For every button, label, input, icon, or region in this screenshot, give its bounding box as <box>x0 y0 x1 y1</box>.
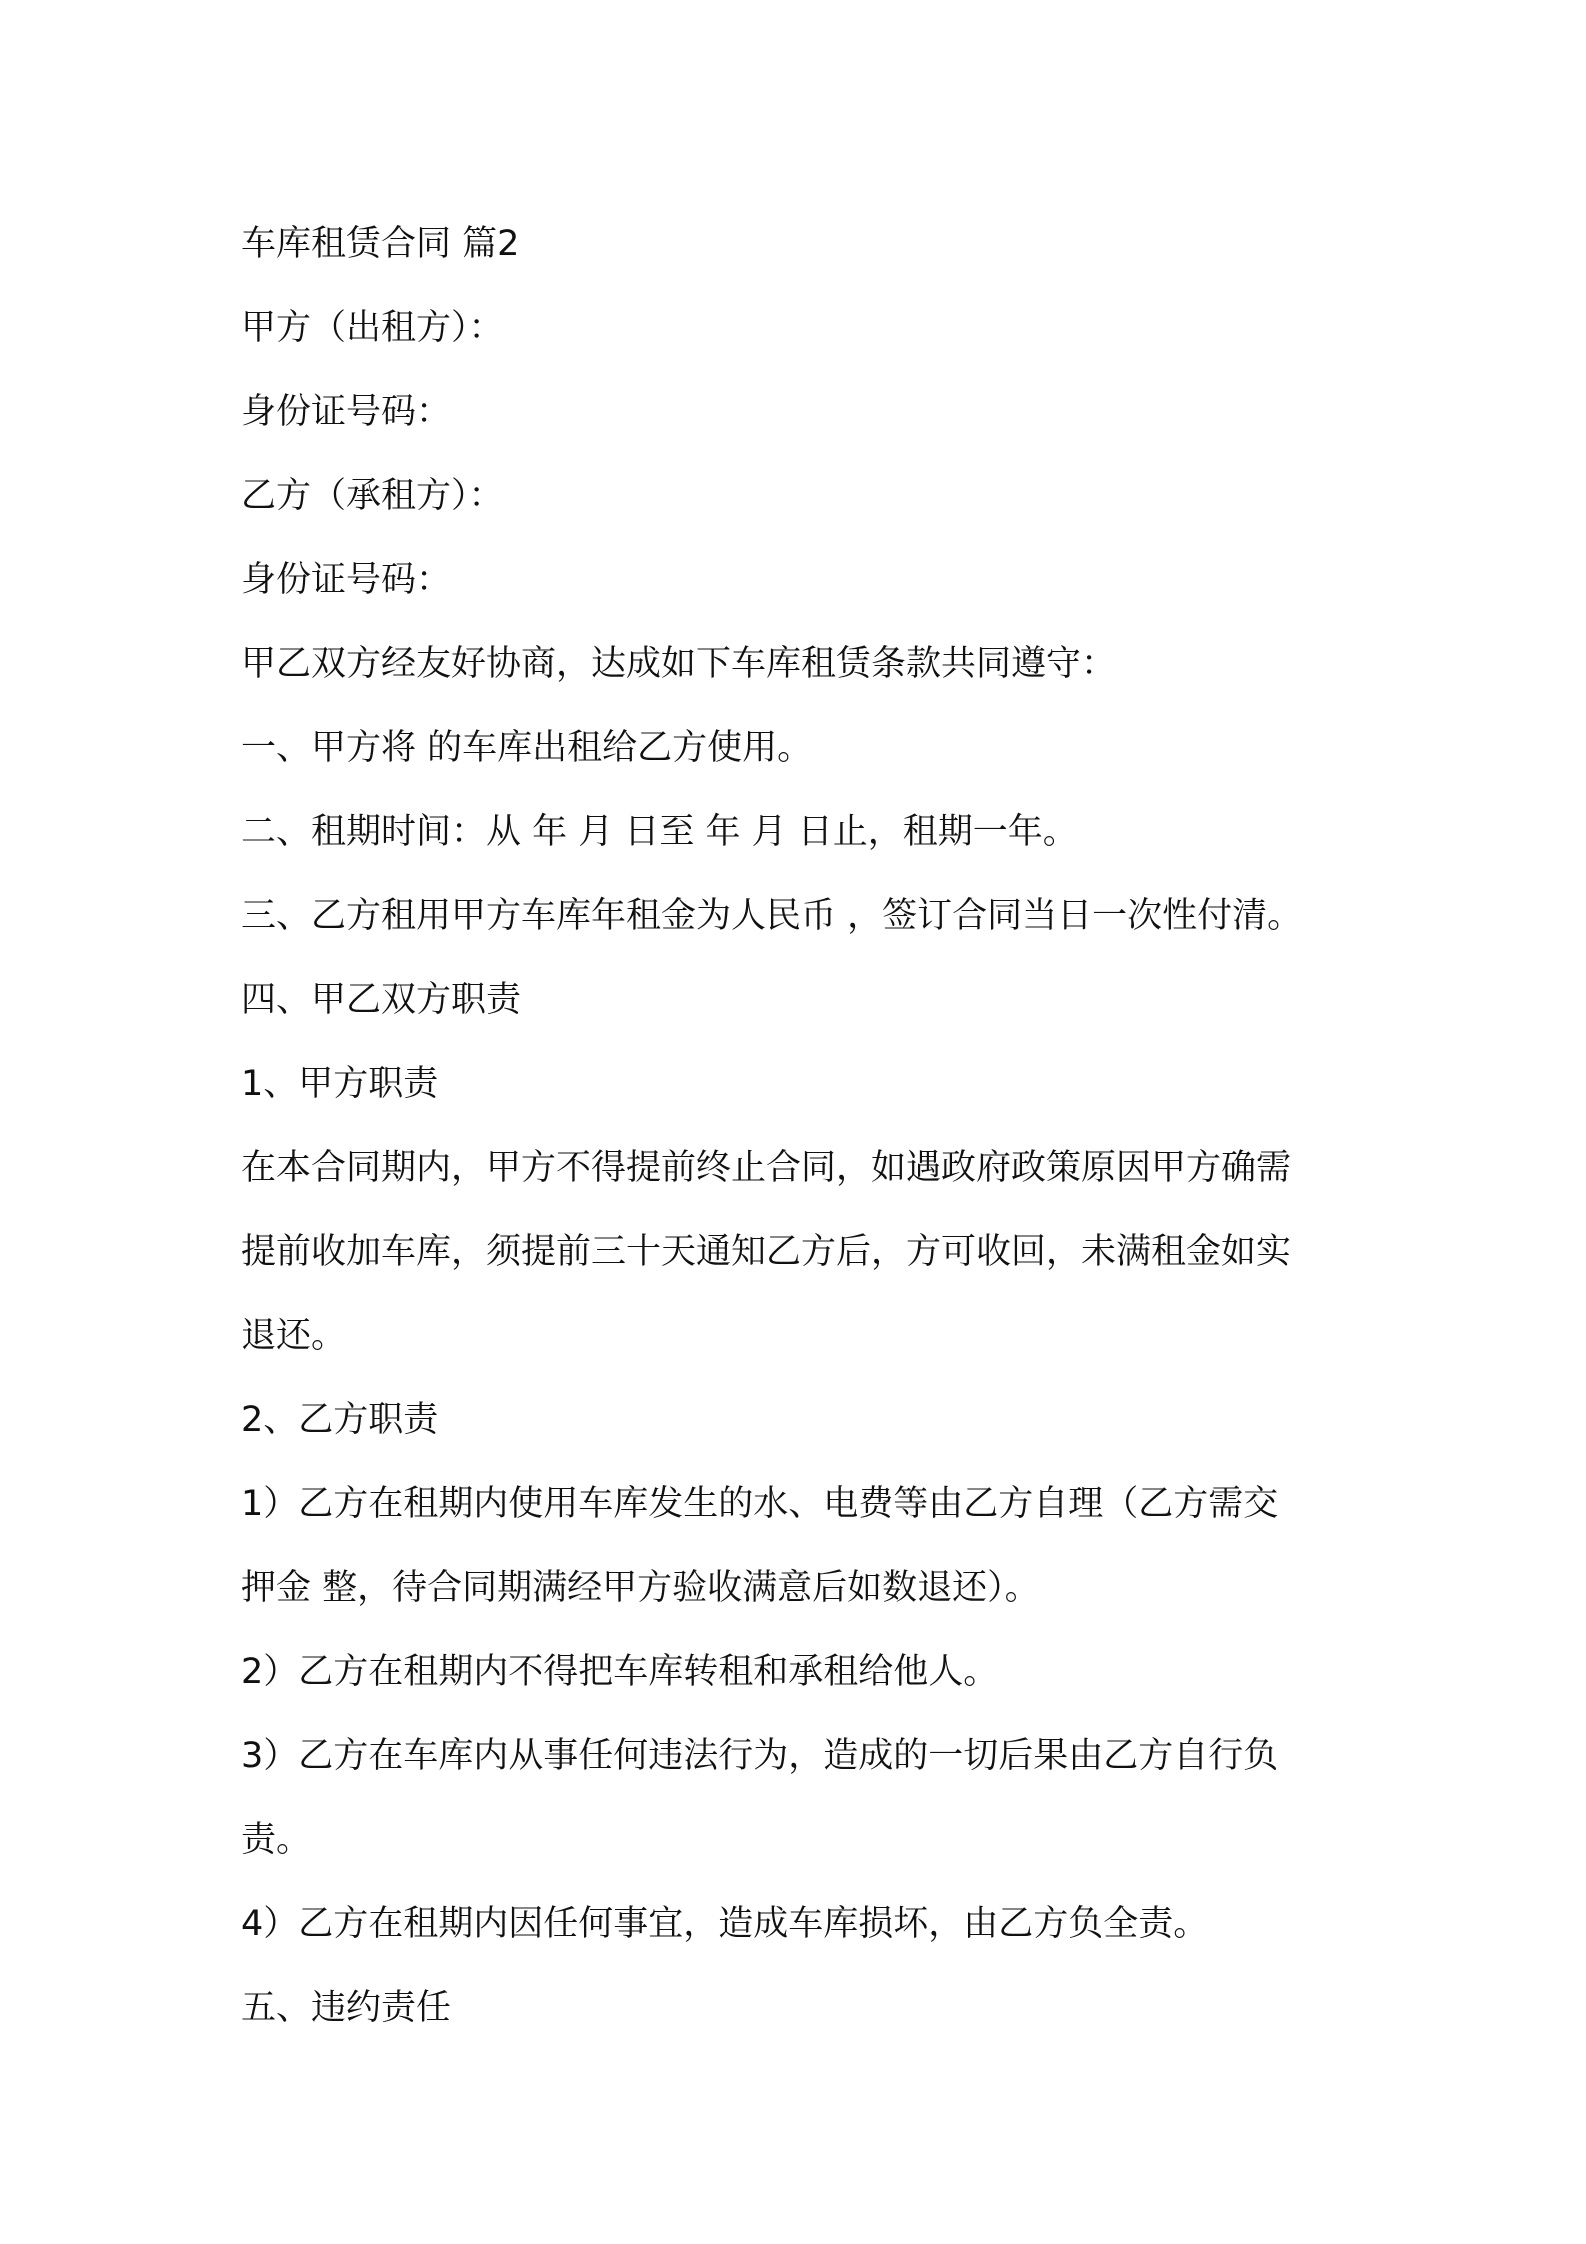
party-b-duty-2-line: 2）乙方在租期内不得把车库转租和承租给他人。 <box>241 1652 999 1692</box>
party-b-id-line: 身份证号码： <box>241 560 452 600</box>
clause-2-line: 二、租期时间：从 年 月 日至 年 月 日止，租期一年。 <box>241 812 1078 852</box>
party-a-duties-line-2: 提前收加车库，须提前三十天通知乙方后，方可收回，未满租金如实 <box>241 1232 1292 1272</box>
party-a-id-line: 身份证号码： <box>241 392 452 432</box>
clause-5-heading: 五、违约责任 <box>241 1988 452 2028</box>
clause-1-line: 一、甲方将 的车库出租给乙方使用。 <box>241 728 813 768</box>
party-b-line: 乙方（承租方）： <box>241 476 504 516</box>
party-a-duties-heading: 1、甲方职责 <box>241 1064 439 1104</box>
party-b-duty-3-line-2: 责。 <box>241 1820 312 1860</box>
clause-3-line: 三、乙方租用甲方车库年租金为人民币 ，签订合同当日一次性付清。 <box>241 896 1303 936</box>
party-a-line: 甲方（出租方）： <box>241 308 504 348</box>
preamble-line: 甲乙双方经友好协商，达成如下车库租赁条款共同遵守： <box>241 644 1117 684</box>
party-b-duty-1-line-1: 1）乙方在租期内使用车库发生的水、电费等由乙方自理（乙方需交 <box>241 1484 1279 1524</box>
party-a-duties-line-1: 在本合同期内，甲方不得提前终止合同，如遇政府政策原因甲方确需 <box>241 1148 1292 1188</box>
party-a-duties-line-3: 退还。 <box>241 1316 347 1356</box>
document-body <box>241 202 1381 2050</box>
party-b-duties-heading: 2、乙方职责 <box>241 1400 439 1440</box>
party-b-duty-3-line-1: 3）乙方在车库内从事任何违法行为，造成的一切后果由乙方自行负 <box>241 1736 1279 1776</box>
document-title: 车库租赁合同 篇2 <box>241 224 520 264</box>
clause-4-heading: 四、甲乙双方职责 <box>241 980 522 1020</box>
party-b-duty-1-line-2: 押金 整，待合同期满经甲方验收满意后如数退还）。 <box>241 1568 1040 1608</box>
party-b-duty-4-line: 4）乙方在租期内因任何事宜，造成车库损坏，由乙方负全责。 <box>241 1904 1209 1944</box>
